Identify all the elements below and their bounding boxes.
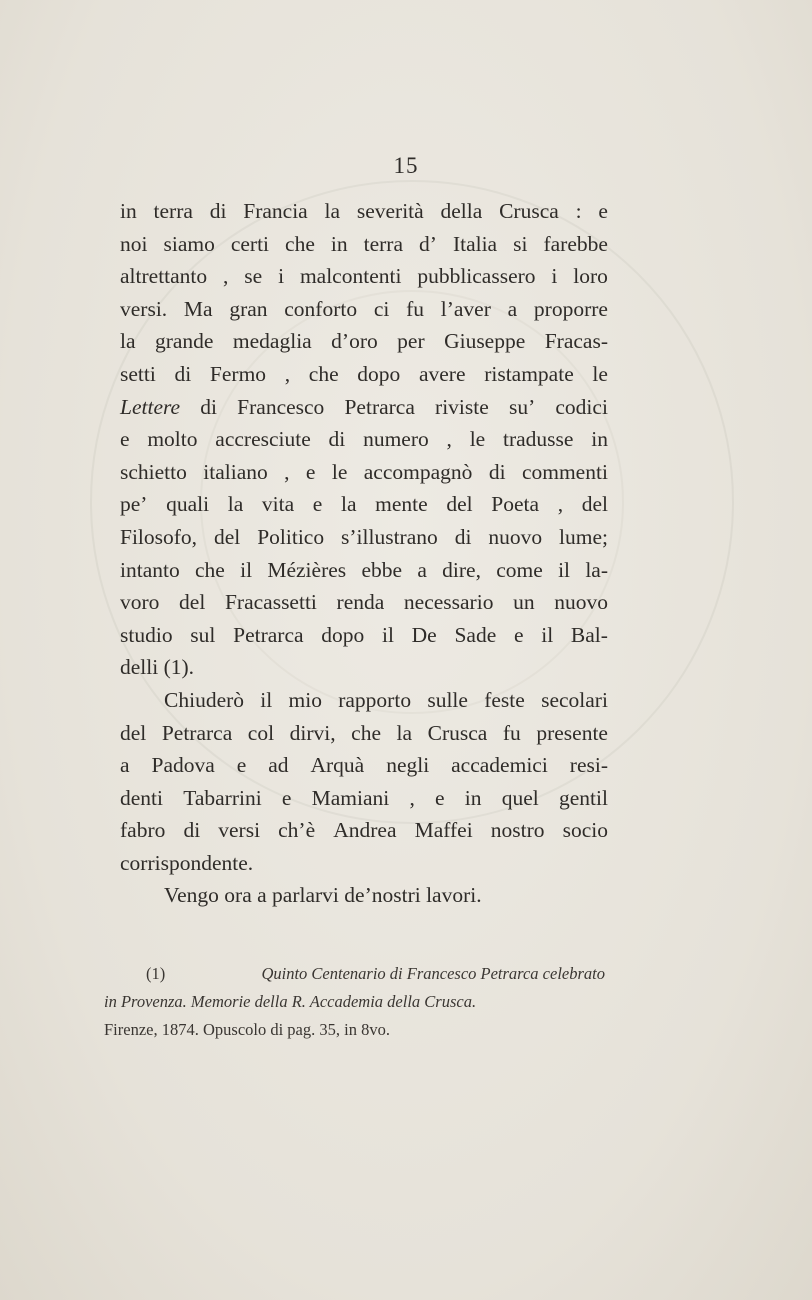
word: : [575,199,582,223]
word: la [324,199,341,223]
word: Arquà [310,753,365,778]
word: , [284,361,291,386]
word: , [557,492,564,517]
word: che [195,557,225,582]
word: , [284,459,290,484]
word: che [351,720,381,745]
word: e [513,622,524,647]
word: del [581,492,608,517]
word: Politico [257,524,325,549]
word: la [396,720,413,745]
word: pe’ [120,492,148,517]
word: di [200,394,217,419]
text-line: Vengo ora a parlarvi de’nostri lavori. [164,883,482,908]
word: di [174,361,192,386]
word: necessario [403,590,494,615]
word: del [120,720,147,745]
page-number: 15 [393,153,419,178]
text-line [120,749,608,782]
word: la- [585,557,608,582]
word: di [183,818,201,843]
word: secolari [541,687,608,712]
word: schietto [120,459,187,484]
footnote-publication-info: Firenze, 1874. Opuscolo di pag. 35, in 8vo. [104,1020,390,1039]
footnote-title-part-1: Quinto Centenario di Francesco Petrarca celebrato [261,964,605,983]
word: Francesco [237,394,325,419]
word: col [247,720,275,745]
word: fu [502,720,521,745]
word: italiano [203,459,268,484]
word: e [120,427,130,452]
word: Crusca [427,720,488,745]
word: dopo [321,622,365,647]
word: conforto [284,296,358,321]
word: presente [536,720,608,745]
word: tradusse [503,427,574,452]
word: farebbe [543,231,608,256]
word: per [397,329,425,354]
word: nuovo [554,590,608,615]
word: feste [484,687,525,712]
word: in [120,199,137,223]
word: come [496,557,543,582]
word: le [592,361,608,386]
word: accademici [451,753,548,778]
word: lume; [559,524,608,549]
word: noi [120,231,148,256]
word: Poeta [491,492,540,517]
word: la [340,492,357,517]
word: e [435,785,445,810]
word: il [558,557,571,582]
word: setti [120,361,156,386]
word: ristampate [484,361,574,386]
word: sul [190,622,216,647]
word: certi [230,231,270,256]
text-line [120,586,608,619]
word: i [278,264,285,289]
word: in [464,785,482,810]
word: riviste [435,394,489,419]
word: Chiuderò [164,687,245,712]
text-line [120,782,608,815]
word: del [213,524,241,549]
word: i [551,264,558,289]
text-line [120,228,608,261]
word: Fracassetti [224,590,317,615]
word: del [446,492,473,517]
word: avere [418,361,466,386]
text-line [120,456,608,489]
word: Padova [151,753,215,778]
footnote-marker: (1) [146,964,166,983]
word: altrettanto [120,264,208,289]
word: versi [218,818,261,843]
word: il [381,622,394,647]
word: nuovo [488,524,543,549]
word: il [260,687,273,712]
word: se [244,264,263,289]
word: e [236,753,247,778]
word: ebbe [361,557,403,582]
text-line [120,488,608,521]
word: resi- [569,753,608,778]
text-line [120,717,608,750]
word: le [469,427,486,452]
word: che [308,361,339,386]
word: Filosofo, [120,524,198,549]
word: severità [356,199,424,223]
word: grande [154,329,214,354]
word: Petrarca [233,622,304,647]
word: Sade [454,622,497,647]
word: d’ [419,231,437,256]
word: di [454,524,472,549]
word: le [331,459,348,484]
word: , [223,264,229,289]
word: Mamiani [311,785,390,810]
word: terra [363,231,404,256]
word: ci [373,296,390,321]
word: dirvi, [289,720,336,745]
word: Bal- [570,622,608,647]
word: in [591,427,608,452]
word: mio [288,687,322,712]
word: Ma [183,296,213,321]
word: e [598,199,608,223]
word: Fracas- [544,329,608,354]
word: nostro [490,818,545,843]
text-line [120,423,608,456]
word: intanto [120,557,180,582]
word: fabro [120,818,166,843]
word: Fermo [209,361,267,386]
word: quel [501,785,539,810]
word: voro [120,590,160,615]
word: molto [147,427,198,452]
word: la [120,329,136,354]
text-line [120,260,608,293]
word: , [446,427,452,452]
word: a [507,296,518,321]
text-line [120,814,608,847]
word: del [179,590,206,615]
word: e [281,785,292,810]
word: studio [120,622,173,647]
word: versi. [120,296,168,321]
word: commenti [521,459,608,484]
word: ch’è [278,818,316,843]
word: codici [555,394,608,419]
word: ad [268,753,289,778]
word: rapporto [338,687,412,712]
word: Italia [452,231,498,256]
text-line [120,684,608,717]
word: Crusca [499,199,559,223]
word: Petrarca [161,720,233,745]
word: Petrarca [344,394,415,419]
word: De [411,622,437,647]
word: il [240,557,253,582]
word: della [440,199,483,223]
word: socio [562,818,608,843]
text-line: delli (1). [120,655,195,680]
text-line [120,293,608,326]
word: medaglia [232,329,312,354]
word: su’ [508,394,536,419]
word: e [305,459,316,484]
text-line [120,391,608,424]
text-line [120,358,608,391]
word: Lettere [120,394,181,419]
footnote-line [104,1016,605,1044]
text-line [120,325,608,358]
footnote-title-part-2: in Provenza. Memorie della R. Accademia della Crusca. [104,992,477,1011]
word: accresciute [215,427,311,452]
footnote [104,960,605,1044]
word: Francia [243,199,308,223]
word: denti [120,785,163,810]
word: vita [261,492,295,517]
word: gentil [558,785,608,810]
word: di [209,199,227,223]
word: terra [153,199,193,223]
word: pubblicassero [417,264,536,289]
word: gran [229,296,268,321]
word: l’aver [440,296,491,321]
word: accompagnò [363,459,473,484]
text-line [120,619,608,652]
word: a [120,753,130,778]
word: mente [375,492,428,517]
word: il [541,622,554,647]
word: Mézières [267,557,347,582]
text-line [120,521,608,554]
text-line: corrispondente. [120,850,254,875]
word: un [513,590,535,615]
text-line [120,195,608,228]
word: siamo [163,231,215,256]
word: proporre [533,296,608,321]
word: sulle [427,687,468,712]
word: negli [386,753,430,778]
word: Andrea [333,818,397,843]
word: che [285,231,315,256]
word: e [312,492,323,517]
word: di [488,459,506,484]
word: dopo [357,361,401,386]
word: quali [166,492,210,517]
text-line [120,554,608,587]
word: in [330,231,348,256]
word: loro [573,264,608,289]
word: dire, [442,557,481,582]
word: renda [336,590,385,615]
word: s’illustrano [341,524,438,549]
word: si [513,231,528,256]
word: a [417,557,427,582]
word: Maffei [414,818,473,843]
word: , [409,785,415,810]
word: fu [406,296,425,321]
footnote-line [104,988,605,1016]
word: Giuseppe [444,329,526,354]
word: d’oro [331,329,378,354]
word: malcontenti [299,264,402,289]
word: la [227,492,244,517]
word: numero [363,427,429,452]
footnote-line [146,960,605,988]
body-text [120,195,608,912]
word: di [328,427,346,452]
word: Tabarrini [183,785,262,810]
